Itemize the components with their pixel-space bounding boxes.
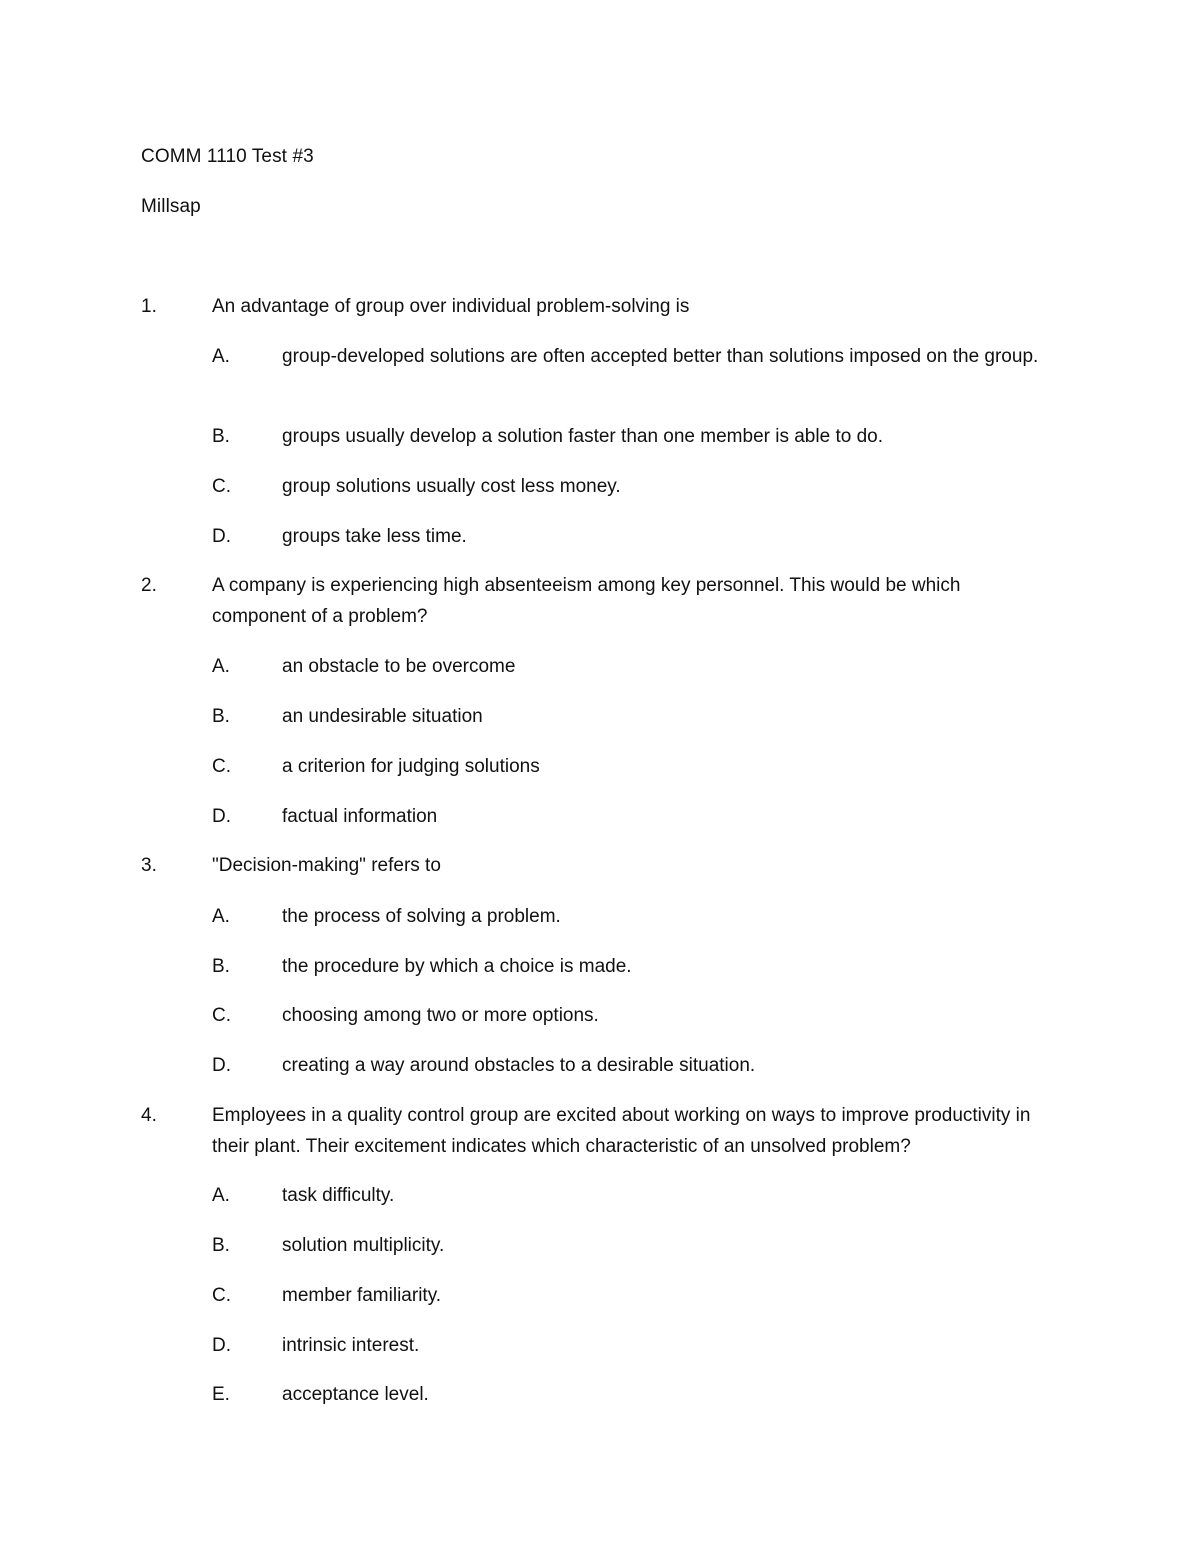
option-text: groups take less time. xyxy=(282,526,467,547)
document-title: COMM 1110 Test #3 xyxy=(141,146,314,167)
option-letter: C. xyxy=(212,756,231,777)
option-text: group solutions usually cost less money. xyxy=(282,476,621,497)
option-text: creating a way around obstacles to a desirable situation. xyxy=(282,1055,756,1076)
option-text: the process of solving a problem. xyxy=(282,906,561,927)
option-text: acceptance level. xyxy=(282,1384,429,1405)
option-text: a criterion for judging solutions xyxy=(282,756,540,777)
option-text: choosing among two or more options. xyxy=(282,1005,599,1026)
option-letter: D. xyxy=(212,1055,231,1076)
question-number: 4. xyxy=(141,1105,157,1126)
question-text: "Decision-making" refers to xyxy=(212,855,441,876)
option-text: an undesirable situation xyxy=(282,706,483,727)
option-letter: C. xyxy=(212,476,231,497)
option-text: intrinsic interest. xyxy=(282,1335,420,1356)
option-letter: A. xyxy=(212,906,230,927)
option-letter: C. xyxy=(212,1285,231,1306)
option-text: factual information xyxy=(282,806,438,827)
option-letter: B. xyxy=(212,1235,230,1256)
option-letter: B. xyxy=(212,956,230,977)
option-letter: A. xyxy=(212,1185,230,1206)
question-text: A company is experiencing high absenteeism among key personnel. This would be which component of a problem? xyxy=(212,575,961,627)
option-text: member familiarity. xyxy=(282,1285,442,1306)
option-text: an obstacle to be overcome xyxy=(282,656,516,677)
option-letter: E. xyxy=(212,1384,230,1405)
document-author: Millsap xyxy=(141,196,201,217)
question-number: 2. xyxy=(141,575,157,596)
option-letter: D. xyxy=(212,1335,231,1356)
option-text: groups usually develop a solution faster than one member is able to do. xyxy=(282,426,883,447)
option-letter: D. xyxy=(212,806,231,827)
option-text: the procedure by which a choice is made. xyxy=(282,956,632,977)
question-number: 1. xyxy=(141,296,157,317)
question-text: An advantage of group over individual problem-solving is xyxy=(212,296,690,317)
option-letter: B. xyxy=(212,426,230,447)
option-letter: A. xyxy=(212,656,230,677)
option-text: task difficulty. xyxy=(282,1185,395,1206)
option-letter: D. xyxy=(212,526,231,547)
question-number: 3. xyxy=(141,855,157,876)
question-text: Employees in a quality control group are excited about working on ways to improve productivity in their plant. Their excitement indicates which characteristic of an unsolved problem? xyxy=(212,1105,1031,1157)
option-text: group-developed solutions are often accepted better than solutions imposed on the group. xyxy=(282,346,1039,367)
option-letter: A. xyxy=(212,346,230,367)
option-letter: C. xyxy=(212,1005,231,1026)
option-text: solution multiplicity. xyxy=(282,1235,445,1256)
option-letter: B. xyxy=(212,706,230,727)
